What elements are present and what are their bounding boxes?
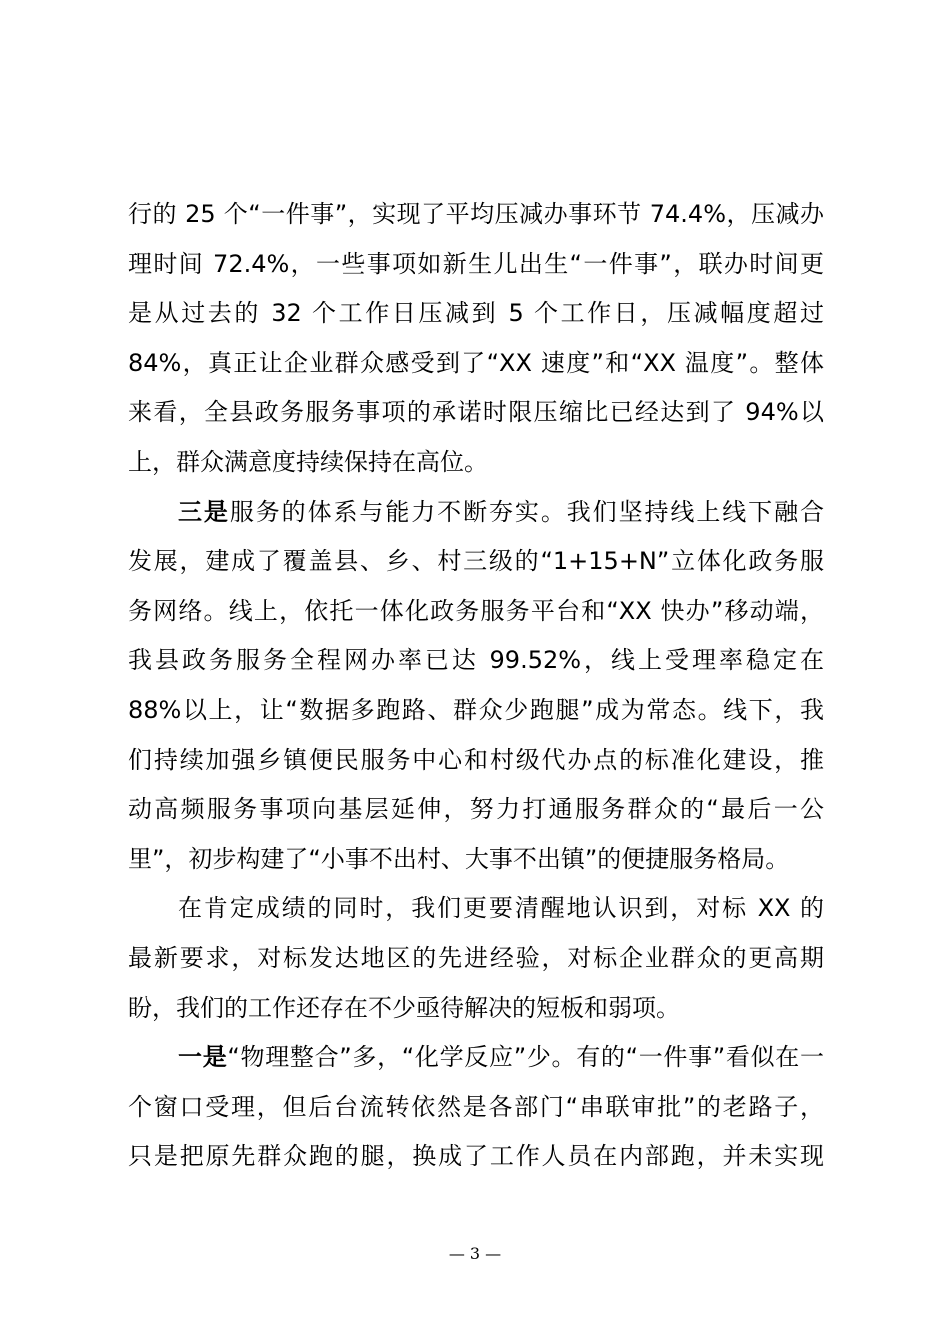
paragraph-3-line-3: 盼，我们的工作还存在不少亟待解决的短板和弱项。 (128, 993, 680, 1022)
paragraph-2-lead: 三是 (178, 497, 230, 526)
paragraph-4-line-1-text: “物理整合”多，“化学反应”少。有的“一件事”看似在一 (227, 1043, 824, 1072)
paragraph-2-line-8: 里”，初步构建了“小事不出村、大事不出镇”的便捷服务格局。 (128, 844, 790, 873)
paragraph-2-line-4: 我县政务服务全程网办率已达 99.52%，线上受理率稳定在 (128, 646, 824, 675)
paragraph-2-line-3: 务网络。线上，依托一体化政务服务平台和“XX 快办”移动端， (128, 596, 824, 625)
paragraph-1-line-6: 上，群众满意度持续保持在高位。 (128, 447, 488, 476)
paragraph-4-lead: 一是 (178, 1043, 228, 1072)
paragraph-2-line-1-text: 服务的体系与能力不断夯实。我们坚持线上线下融合 (229, 497, 824, 526)
paragraph-1-line-2: 理时间 72.4%，一些事项如新生儿出生“一件事”，联办时间更 (128, 249, 824, 278)
paragraph-1-line-1: 行的 25 个“一件事”，实现了平均压减办事环节 74.4%，压减办 (128, 200, 824, 228)
body-text (128, 190, 824, 1182)
paragraph-4-line-3: 只是把原先群众跑的腿，换成了工作人员在内部跑，并未实现 (128, 1142, 824, 1171)
paragraph-2-line-1 (128, 488, 824, 538)
paragraph-2-line-5: 88%以上，让“数据多跑路、群众少跑腿”成为常态。线下，我 (128, 695, 824, 724)
paragraph-3-line-1: 在肯定成绩的同时，我们更要清醒地认识到，对标 XX 的 (178, 894, 824, 923)
paragraph-4-line-1 (128, 1033, 824, 1083)
paragraph-4-line-2: 个窗口受理，但后台流转依然是各部门“串联审批”的老路子， (128, 1092, 824, 1121)
paragraph-1-line-5: 来看，全县政务服务事项的承诺时限压缩比已经达到了 94%以 (128, 398, 824, 427)
paragraph-2-line-6: 们持续加强乡镇便民服务中心和村级代办点的标准化建设，推 (128, 745, 824, 774)
page-number: — 3 — (448, 1244, 502, 1263)
paragraph-2-line-2: 发展，建成了覆盖县、乡、村三级的“1+15+N”立体化政务服 (128, 547, 824, 576)
paragraph-3-line-2: 最新要求，对标发达地区的先进经验，对标企业群众的更高期 (128, 943, 824, 972)
paragraph-1-line-3: 是从过去的 32 个工作日压减到 5 个工作日，压减幅度超过 (128, 299, 824, 328)
paragraph-1-line-4: 84%，真正让企业群众感受到了“XX 速度”和“XX 温度”。整体 (128, 348, 824, 377)
paragraph-2-line-7: 动高频服务事项向基层延伸，努力打通服务群众的“最后一公 (128, 795, 824, 824)
